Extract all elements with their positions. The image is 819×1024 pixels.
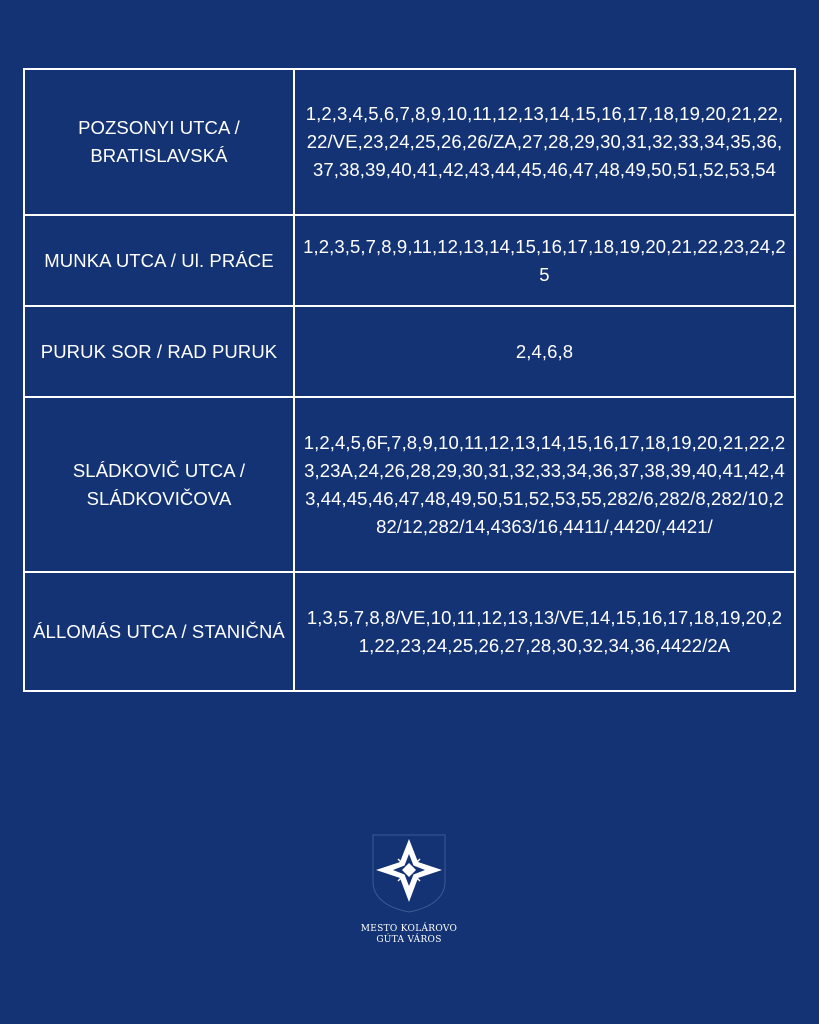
street-name: ÁLLOMÁS UTCA / STANIČNÁ bbox=[24, 572, 294, 691]
house-numbers: 1,2,3,4,5,6,7,8,9,10,11,12,13,14,15,16,17,18,19,20,21,22,22/VE,23,24,25,26,26/ZA,27,28,29,30,31,32,33,34,35,36,37,38,39,40,41,42,43,44,45,46,47,48,49,50,51,52,53,54 bbox=[294, 69, 795, 215]
table-row bbox=[24, 69, 795, 215]
street-name: SLÁDKOVIČ UTCA / SLÁDKOVIČOVA bbox=[24, 397, 294, 572]
logo-line-2: GÚTA VÁROS bbox=[376, 935, 442, 945]
city-logo bbox=[359, 832, 459, 946]
house-numbers: 2,4,6,8 bbox=[294, 306, 795, 397]
table-row bbox=[24, 572, 795, 691]
house-numbers: 1,2,4,5,6F,7,8,9,10,11,12,13,14,15,16,17,18,19,20,21,22,23,23A,24,26,28,29,30,31,32,33,34,36,37,38,39,40,41,42,43,44,45,46,47,48,49,50,51,52,53,55,282/6,282/8,282/10,282/12,282/14,4363/16,4411/,4420/,4421/ bbox=[294, 397, 795, 572]
house-numbers: 1,3,5,7,8,8/VE,10,11,12,13,13/VE,14,15,16,17,18,19,20,21,22,23,24,25,26,27,28,30,32,34,36,4422/2A bbox=[294, 572, 795, 691]
street-name: MUNKA UTCA / Ul. PRÁCE bbox=[24, 215, 294, 306]
logo-text bbox=[359, 924, 459, 946]
street-name: POZSONYI UTCA / BRATISLAVSKÁ bbox=[24, 69, 294, 215]
table-row bbox=[24, 306, 795, 397]
house-numbers: 1,2,3,5,7,8,9,11,12,13,14,15,16,17,18,19,20,21,22,23,24,25 bbox=[294, 215, 795, 306]
city-coat-of-arms-icon bbox=[370, 832, 448, 914]
logo-line-1: MESTO KOLÁROVO bbox=[360, 924, 458, 934]
street-name: PURUK SOR / RAD PURUK bbox=[24, 306, 294, 397]
table-row bbox=[24, 397, 795, 572]
address-table bbox=[23, 68, 796, 692]
table-row bbox=[24, 215, 795, 306]
